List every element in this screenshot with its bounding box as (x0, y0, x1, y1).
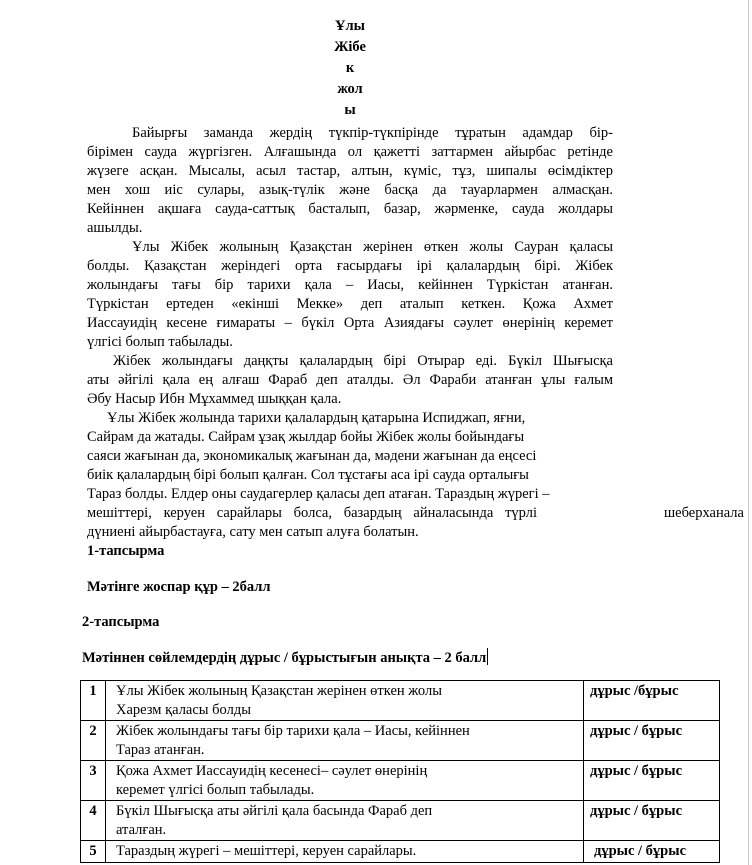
row-number: 4 (81, 801, 106, 841)
text-cursor (487, 648, 488, 665)
row-number: 2 (81, 721, 106, 761)
text-line: мешіттері, керуен сарайлары болса, базардың айналасында түрлі (87, 505, 537, 521)
text-line: жолындағы тағы бір тарихи қала – Иасы, кейіннен Түркістан атанған. (87, 277, 613, 293)
text-line: биік қалалардың бірі болып қалған. Сол тұстағы аса ірі сауда орталығы (87, 467, 529, 483)
text-line: бірімен сауда жүргізген. Алғашында ол қажетті заттармен айырбас ретінде (87, 144, 613, 160)
table-row (81, 721, 720, 761)
table-row (81, 681, 720, 721)
title-line: Ұлы (335, 18, 365, 34)
text-line: мен хош иіс сулары, азық-түлік және басқа да тауарлармен алмасқан. (87, 182, 613, 198)
statement-line: Бүкіл Шығысқа аты әйгілі қала басында Фараб деп (116, 803, 433, 819)
table-row (81, 761, 720, 801)
statement-cell (106, 841, 584, 863)
overflow-word: шеберханала (664, 505, 744, 521)
task-2-heading: 2-тапсырма (82, 614, 160, 630)
text-line: болды. Қазақстан жеріндегі орта ғасырдағы ірі қалалардың бірі. Жібек (87, 258, 613, 274)
row-number: 3 (81, 761, 106, 801)
text-line: Әбу Насыр Ибн Мұхаммед шыққан қала. (87, 391, 342, 407)
text-line: Байырғы заманда жердің түкпір-түкпірінде тұратын адамдар бір- (132, 125, 613, 141)
paragraph-3 (87, 352, 613, 409)
text-line: ашылды. (87, 220, 143, 236)
text-line: Тараз болды. Елдер оны саудагерлер қаласы деп атаған. Тараздың жүрегі – (87, 486, 550, 502)
statement-cell (106, 761, 584, 801)
statement-cell (106, 681, 584, 721)
paragraph-4 (87, 409, 627, 542)
text-line: Түркістан ертеден «екінші Мекке» деп аталып кеткен. Қожа Ахмет (87, 296, 613, 312)
statement-line: Тараз атанған. (116, 742, 205, 758)
answer-cell: дұрыс / бұрыс (584, 761, 720, 801)
table-row (81, 841, 720, 863)
text-line: үлгісі болып табылады. (87, 334, 233, 350)
page-edge-line (748, 0, 749, 865)
statement-cell (106, 801, 584, 841)
title-line: Жібе (334, 39, 366, 55)
answer-cell: дұрыс / бұрыс (584, 721, 720, 761)
task-2-instruction-wrap (82, 648, 488, 668)
text-line: жүзеге асқан. Мысалы, асыл тастар, алтын, күміс, тұз, шипалы өсімдіктер (87, 163, 613, 179)
text-line: Жібек жолындағы даңқты қалалардың бірі Отырар еді. Бүкіл Шығысқа (113, 353, 613, 369)
title-line: ы (344, 102, 356, 118)
title-line: к (345, 60, 355, 76)
statement-line: Жібек жолындағы тағы бір тарихи қала – Иасы, кейіннен (116, 723, 470, 739)
table-row (81, 801, 720, 841)
task-1-instruction: Мәтінге жоспар құр – 2балл (87, 579, 271, 595)
text-line: Иассауидің кесене ғимараты – бүкіл Орта Азиядағы сәулет өнерінің керемет (87, 315, 613, 331)
statement-line: Қожа Ахмет Иассауидің кесенесі– сәулет өнерінің (116, 763, 428, 779)
text-line: дүниені айырбастауға, сату мен сатып алуға болатын. (87, 524, 419, 540)
paragraph-1 (87, 124, 613, 238)
text-line: Ұлы Жібек жолында тарихи қалалардың қатарына Испиджап, яғни, (107, 410, 526, 426)
text-line: Сайрам да жатады. Сайрам ұзақ жылдар бойы Жібек жолы бойындағы (87, 429, 525, 445)
title-line: жол (337, 81, 363, 97)
document-title (320, 16, 380, 121)
statement-line: керемет үлгісі болып табылады. (116, 782, 315, 798)
task-2-instruction: Мәтіннен сөйлемдердің дұрыс / бұрыстығын анықта – 2 балл (82, 650, 487, 666)
statement-cell (106, 721, 584, 761)
row-number: 1 (81, 681, 106, 721)
true-false-table (80, 680, 720, 863)
statement-line: Тараздың жүрегі – мешіттері, керуен сарайлары. (116, 843, 417, 859)
text-line: саяси жағынан да, экономикалық жағынан да, мәдени жағынан да еңсесі (87, 448, 537, 464)
row-number: 5 (81, 841, 106, 863)
text-line: аты әйгілі қала ең алғаш Фараб деп аталды. Әл Фараби атанған ұлы ғалым (87, 372, 613, 388)
statement-line: Ұлы Жібек жолының Қазақстан жерінен өткен жолы (116, 683, 442, 699)
text-line: Кейіннен ақшаға сауда-саттық басталып, базар, жәрменке, сауда жолдары (87, 201, 613, 217)
statement-line: аталған. (116, 822, 167, 838)
answer-cell: дұрыс /бұрыс (584, 681, 720, 721)
paragraph-2 (87, 238, 613, 352)
answer-cell: дұрыс / бұрыс (584, 801, 720, 841)
answer-cell: дұрыс / бұрыс (584, 841, 720, 863)
statement-line: Харезм қаласы болды (116, 702, 251, 718)
text-line: Ұлы Жібек жолының Қазақстан жерінен өткен жолы Сауран қаласы (132, 239, 613, 255)
task-1-heading: 1-тапсырма (87, 543, 165, 559)
